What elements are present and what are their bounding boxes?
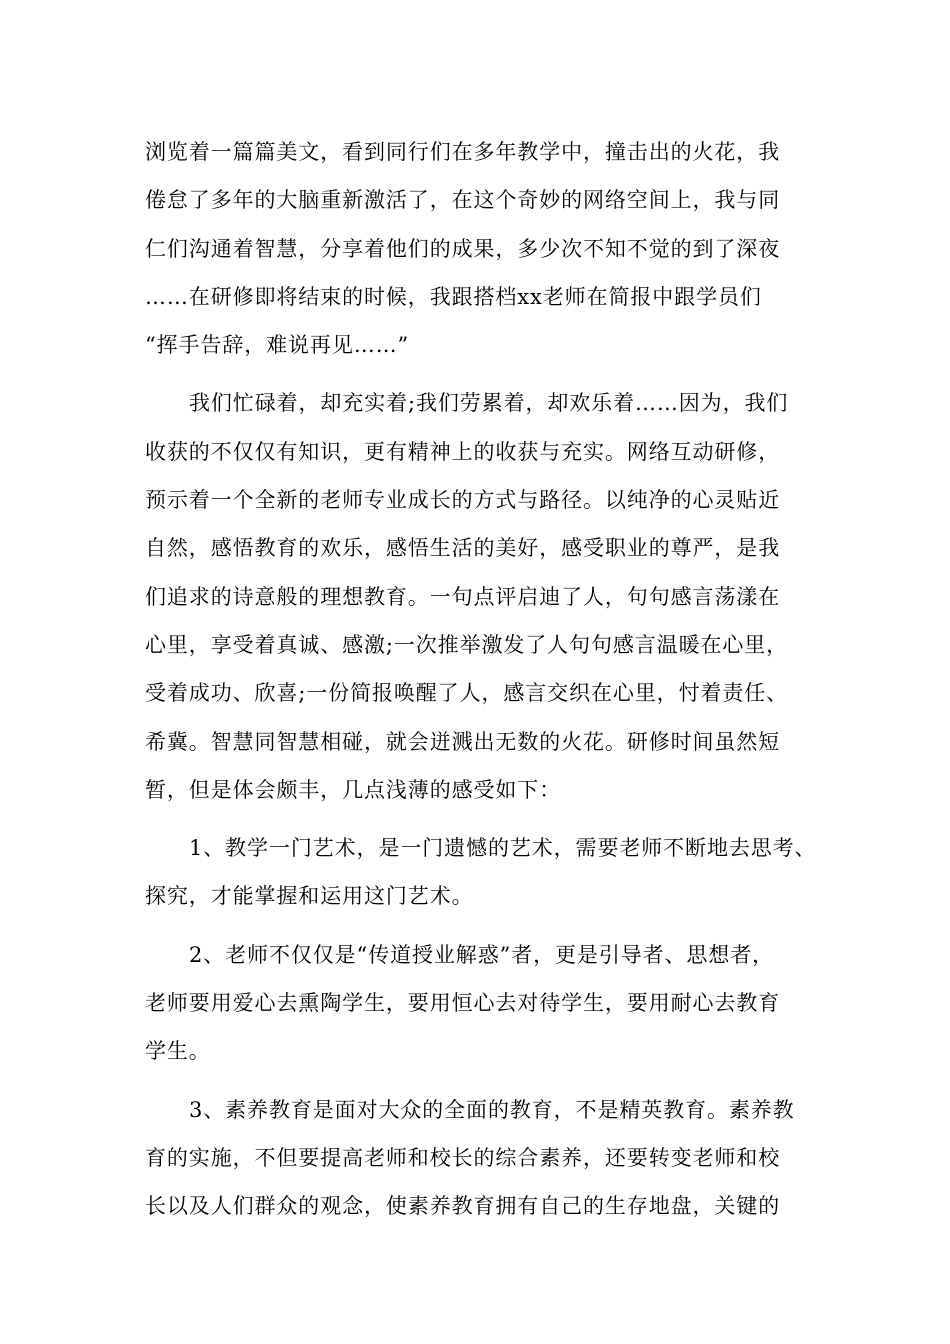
- text-line: 自然，感悟教育的欢乐，感悟生活的美好，感受职业的尊严，是我: [145, 536, 781, 561]
- text-line: 心里，享受着真诚、感激;一次推举激发了人句句感言温暖在心里，: [145, 632, 789, 657]
- text-line: 倦怠了多年的大脑重新激活了，在这个奇妙的网络空间上，我与同: [145, 188, 781, 213]
- paragraph-spacer: [145, 814, 810, 824]
- text-line: “挥手告辞，难说再见……”: [145, 333, 410, 358]
- text-line: 老师要用爱心去熏陶学生，要用恒心去对待学生，要用耐心去教育: [145, 991, 781, 1016]
- paragraph-1: [145, 128, 810, 369]
- text-line: 收获的不仅仅有知识，更有精神上的收获与充实。网络互动研修，: [145, 439, 781, 464]
- paragraph-3: [145, 824, 817, 921]
- paragraph-4: [145, 931, 810, 1076]
- text-line: 希冀。智慧同智慧相碰，就会迸溅出无数的火花。研修时间虽然短: [145, 729, 781, 754]
- document-body: [145, 128, 817, 1231]
- text-line: ……在研修即将结束的时候，我跟搭档xx老师在简报中跟学员们: [145, 284, 762, 309]
- text-line: 长以及人们群众的观念，使素养教育拥有自己的生存地盘，关键的: [145, 1194, 781, 1219]
- paragraph-2: [145, 379, 810, 814]
- text-line: 受着成功、欣喜;一份简报唤醒了人，感言交织在心里，忖着责任、: [145, 681, 789, 706]
- text-line: 育的实施，不但要提高老师和校长的综合素养，还要转变老师和校: [145, 1145, 781, 1170]
- text-line: 浏览着一篇篇美文，看到同行们在多年教学中，撞击出的火花，我: [145, 140, 781, 164]
- text-line: 2、老师不仅仅是“传道授业解惑”者，更是引导者、思想者，: [189, 942, 775, 967]
- text-line: 探究，才能掌握和运用这门艺术。: [145, 884, 474, 909]
- text-line: 1、教学一门艺术，是一门遗憾的艺术，需要老师不断地去思考、: [189, 836, 817, 861]
- paragraph-spacer: [145, 921, 810, 931]
- text-line: 我们忙碌着，却充实着;我们劳累着，却欢乐着……因为，我们: [189, 391, 789, 416]
- text-line: 们追求的诗意般的理想教育。一句点评启迪了人，句句感言荡漾在: [145, 584, 781, 609]
- text-line: 预示着一个全新的老师专业成长的方式与路径。以纯净的心灵贴近: [145, 488, 781, 513]
- paragraph-spacer: [145, 369, 810, 379]
- text-line: 仁们沟通着智慧，分享着他们的成果，多少次不知不觉的到了深夜: [145, 236, 781, 261]
- paragraph-5: [145, 1086, 810, 1231]
- text-line: 3、素养教育是面对大众的全面的教育，不是精英教育。素养教: [189, 1097, 795, 1122]
- text-line: 学生。: [145, 1039, 211, 1064]
- text-line: 暂，但是体会颇丰，几点浅薄的感受如下：: [145, 777, 562, 802]
- paragraph-spacer: [145, 1076, 810, 1086]
